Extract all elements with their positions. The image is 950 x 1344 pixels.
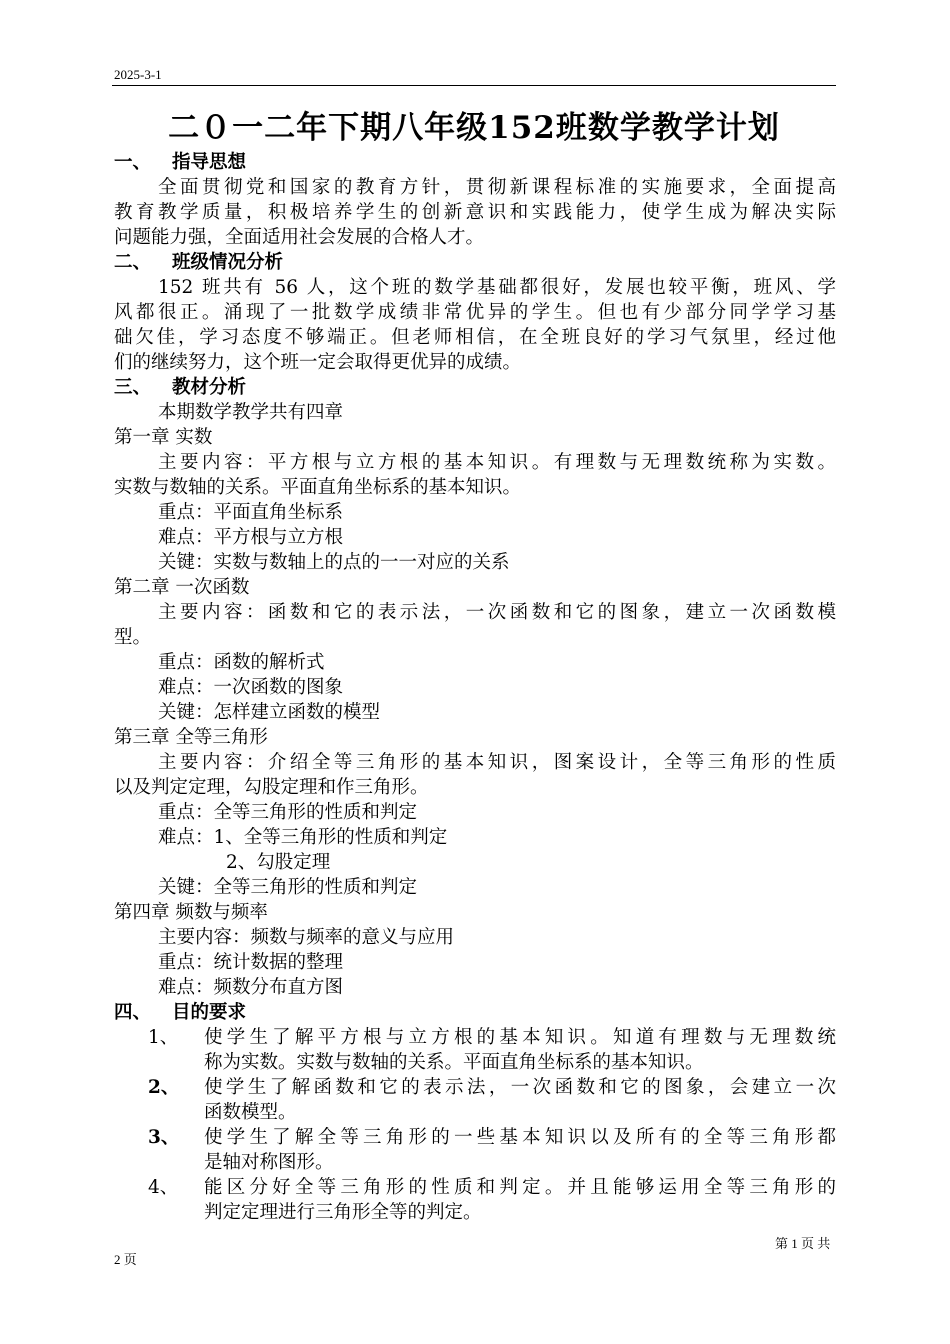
goal-line: 能区分好全等三角形的性质和判定。并且能够运用全等三角形的 (204, 1177, 836, 1198)
chapter-title: 第一章 实数 (114, 427, 213, 448)
goal-number: 3、 (148, 1127, 180, 1148)
paragraph-line: 主要内容：平方根与立方根的基本知识。有理数与无理数统称为实数。 (158, 452, 836, 473)
paragraph-line: 全面贯彻党和国家的教育方针，贯彻新课程标准的实施要求，全面提高 (158, 177, 836, 198)
goal-number: 4、 (148, 1177, 179, 1198)
paragraph-line: 型。 (114, 627, 152, 648)
difficult-point: 难点：1、全等三角形的性质和判定 (158, 827, 448, 848)
paragraph-line: 教育教学质量，积极培养学生的创新意识和实践能力，使学生成为解决实际 (114, 202, 836, 223)
goal-item (114, 1125, 836, 1175)
paragraph-line: 152 班共有 56 人，这个班的数学基础都很好，发展也较平衡，班风、学 (158, 277, 836, 298)
crux-point: 关键：实数与数轴上的点的一一对应的关系 (158, 552, 510, 573)
paragraph-line: 风都很正。涌现了一批数学成绩非常优异的学生。但也有少部分同学学习基 (114, 302, 836, 323)
chapter-title: 第二章 一次函数 (114, 577, 250, 598)
header-date: 2025-3-1 (114, 67, 162, 82)
goal-line: 使学生了解平方根与立方根的基本知识。知道有理数与无理数统 (204, 1027, 836, 1048)
section-heading: 二、 班级情况分析 (114, 252, 284, 273)
key-point: 重点：平面直角坐标系 (158, 502, 344, 523)
header-rule (112, 85, 836, 86)
difficult-point: 难点：一次函数的图象 (158, 677, 344, 698)
document-body (114, 150, 836, 1225)
goal-item (114, 1025, 836, 1075)
key-point: 重点：统计数据的整理 (158, 952, 344, 973)
paragraph-line: 主要内容：频数与频率的意义与应用 (158, 927, 455, 948)
goal-line: 使学生了解全等三角形的一些基本知识以及所有的全等三角形都 (204, 1127, 836, 1148)
paragraph-line: 本期数学教学共有四章 (158, 402, 344, 423)
difficult-point: 难点：平方根与立方根 (158, 527, 344, 548)
goal-line: 判定定理进行三角形全等的判定。 (204, 1202, 482, 1223)
section-heading: 一、 指导思想 (114, 152, 247, 173)
key-point: 重点：全等三角形的性质和判定 (158, 802, 418, 823)
footer-page-number: 第 1 页 共 (775, 1236, 831, 1251)
difficult-point: 难点：频数分布直方图 (158, 977, 344, 998)
difficult-point-2: 2、勾股定理 (226, 852, 331, 873)
goal-number: 2、 (148, 1077, 180, 1098)
crux-point: 关键：全等三角形的性质和判定 (158, 877, 418, 898)
goal-line: 是轴对称图形。 (204, 1152, 334, 1173)
chapter-title: 第四章 频数与频率 (114, 902, 268, 923)
document-title: 二０一二年下期八年级152班数学教学计划 (168, 110, 780, 146)
key-point: 重点：函数的解析式 (158, 652, 325, 673)
chapter-title: 第三章 全等三角形 (114, 727, 268, 748)
section-heading: 三、 教材分析 (114, 377, 247, 398)
paragraph-line: 础欠佳，学习态度不够端正。但老师相信，在全班良好的学习气氛里，经过他 (114, 327, 836, 348)
goal-item (114, 1075, 836, 1125)
paragraph-line: 们的继续努力，这个班一定会取得更优异的成绩。 (114, 352, 522, 373)
goal-line: 称为实数。实数与数轴的关系。平面直角坐标系的基本知识。 (204, 1052, 704, 1073)
goal-line: 函数模型。 (204, 1102, 297, 1123)
paragraph-line: 主要内容：函数和它的表示法，一次函数和它的图象，建立一次函数模 (158, 602, 836, 623)
section-heading: 四、 目的要求 (114, 1002, 247, 1023)
footer-page-total: 2 页 (114, 1252, 137, 1267)
goal-item (114, 1175, 836, 1225)
paragraph-line: 以及判定定理，勾股定理和作三角形。 (114, 777, 429, 798)
goal-line: 使学生了解函数和它的表示法，一次函数和它的图象，会建立一次 (204, 1077, 836, 1098)
paragraph-line: 实数与数轴的关系。平面直角坐标系的基本知识。 (114, 477, 522, 498)
crux-point: 关键：怎样建立函数的模型 (158, 702, 381, 723)
goal-number: 1、 (148, 1027, 179, 1048)
paragraph-line: 问题能力强，全面适用社会发展的合格人才。 (114, 227, 485, 248)
paragraph-line: 主要内容：介绍全等三角形的基本知识，图案设计，全等三角形的性质 (158, 752, 836, 773)
